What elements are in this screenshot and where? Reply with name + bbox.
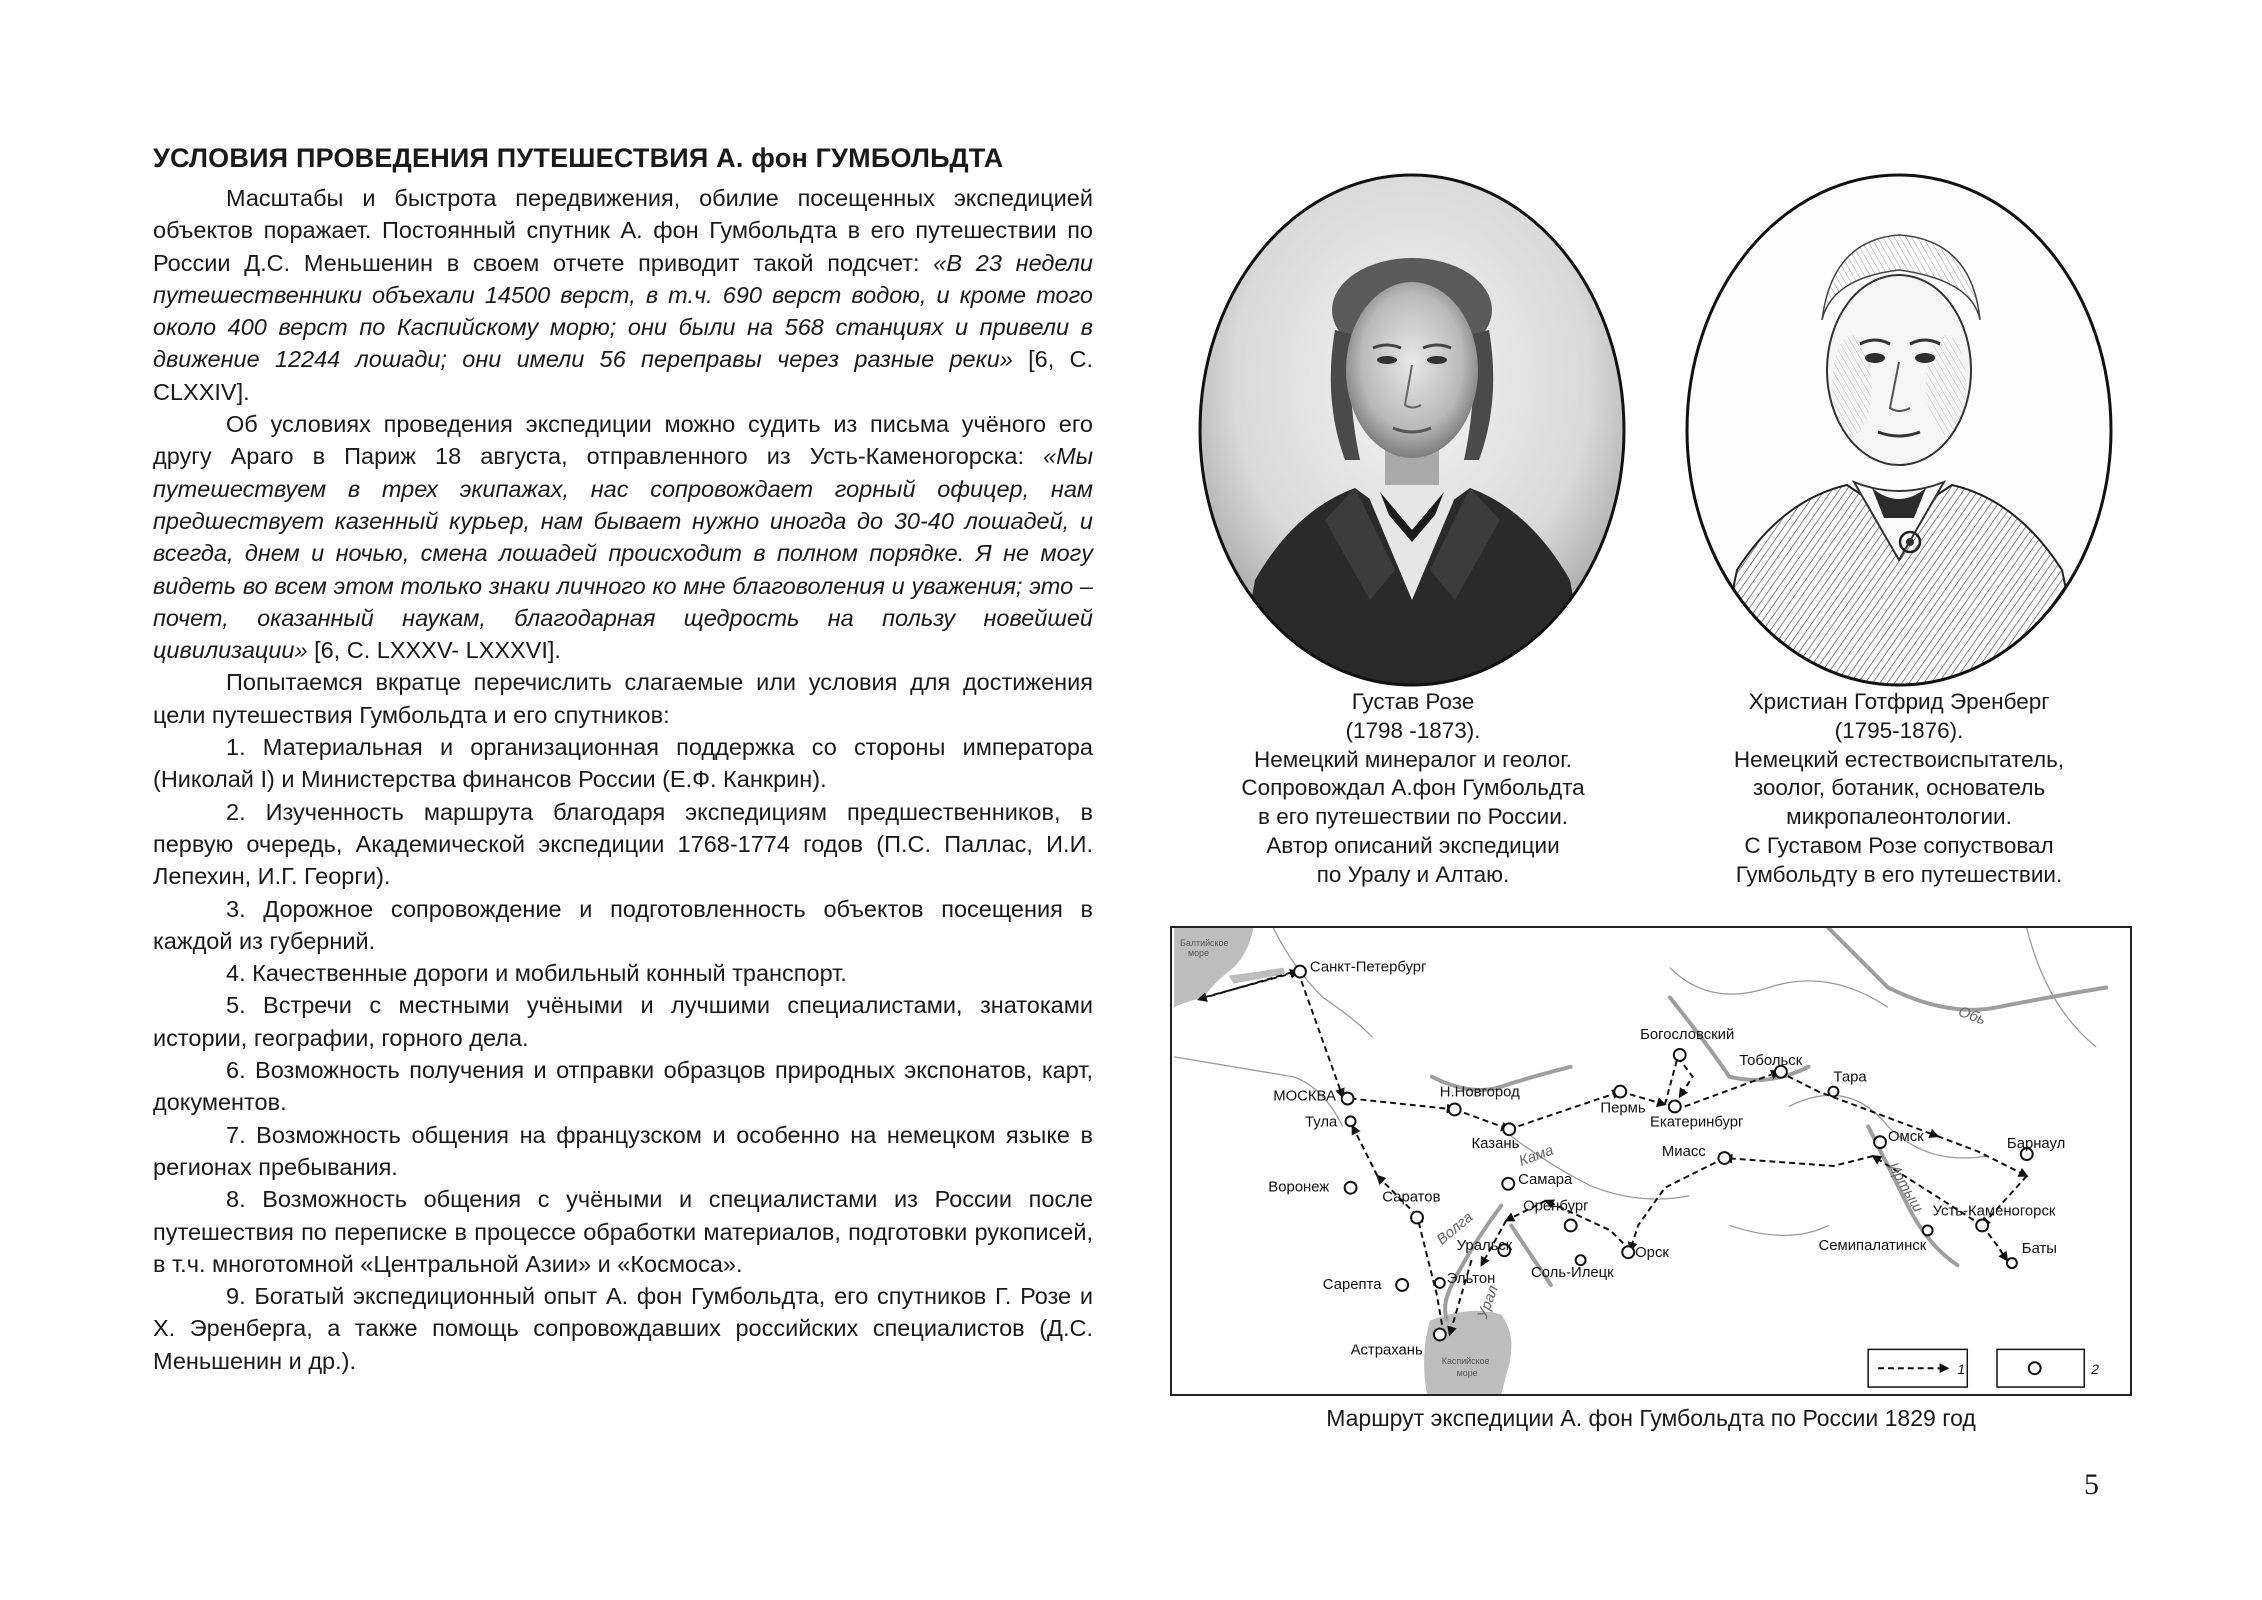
label-barnaul: Барнаул — [2006, 1136, 2066, 1153]
label-sarepta: Сарепта — [1322, 1276, 1382, 1293]
portrait-christian-ehrenberg — [1682, 170, 2117, 690]
list-item: 5. Встречи с местными учёными и лучшими специалистами, знатоками истории, географии, горного дела. — [153, 992, 1093, 1051]
map-legend — [1868, 1349, 2099, 1387]
city-samara — [1502, 1178, 1514, 1190]
page-title: УСЛОВИЯ ПРОВЕДЕНИЯ ПУТЕШЕСТВИЯ А. фон ГУМБОЛЬДТА — [153, 143, 1004, 173]
city-voronezh — [1345, 1182, 1357, 1194]
label-kazan: Казань — [1471, 1136, 1520, 1153]
city-saratov — [1411, 1212, 1423, 1224]
list-item: 1. Материальная и организационная поддержка со стороны императора (Николай I) и Министерства финансов России (Е.Ф. Канкрин). — [153, 734, 1093, 793]
city-semipalatinsk — [1923, 1225, 1933, 1235]
route-map — [1170, 926, 2132, 1396]
city-omsk — [1874, 1136, 1886, 1148]
label-saratov: Саратов — [1382, 1189, 1441, 1206]
label-uralsk: Уральск — [1456, 1238, 1513, 1255]
label-samara: Самара — [1518, 1171, 1573, 1188]
list-item: 8. Возможность общения с учёными и специалистами из России после путешествия по переписке в процессе обработки материалов, подготовки рукописей, в т.ч. многотомной «Центральной Азии» и «Космоса». — [153, 1186, 1093, 1277]
quote-humboldt-letter: «Мы путешествуем в трех экипажах, нас сопровождает горный офицер, нам предшествует казенный курьер, нам бывает нужно иногда до 30-40 лошадей, и всегда, днем и ночью, смена лошадей происходит в полном порядке. Я не могу видеть во всем этом только знаки личного ко мне благоволения и уважения; это – почет, оказанный наукам, благодарная щедрость на пользу новейшей цивилизации» — [153, 443, 1093, 664]
label-baty: Баты — [2021, 1241, 2058, 1258]
label-ust: Усть-Каменогорск — [1932, 1203, 2056, 1220]
label-tobolsk: Тобольск — [1739, 1052, 1803, 1069]
map-caption: Маршрут экспедиции А. фон Гумбольдта по России 1829 год — [1326, 1405, 1976, 1431]
city-solilets — [1576, 1255, 1586, 1265]
label-solilets: Соль-Илецк — [1531, 1265, 1614, 1282]
city-sarepta — [1396, 1279, 1408, 1291]
label-orsk: Орск — [1635, 1245, 1669, 1262]
paragraph-1: Масштабы и быстрота передвижения, обилие посещенных экспедицией объектов поражает. Постоянный спутник А. фон Гумбольдта в его путешествии по России Д.С. Меньшенин в своем отчете приводит такой подсчет: «В 23 недели путешественники объехали 14500 верст, в т.ч. 690 верст водою, и кроме того около 400 верст по Каспийскому морю; они были на 568 станциях и привели в движение 12244 лошади; они имели 56 переправы через разные реки» [6, С. CLXXIV]. — [153, 185, 1094, 405]
portrait-gustav-rose — [1195, 170, 1630, 690]
list-item: 4. Качественные дороги и мобильный конный транспорт. — [226, 960, 847, 987]
label-ekaterinburg: Екатеринбург — [1650, 1114, 1744, 1131]
city-ust — [1976, 1219, 1988, 1231]
label-voronezh: Воронеж — [1268, 1179, 1330, 1196]
city-astrakhan — [1434, 1329, 1446, 1341]
label-elton: Эльтон — [1446, 1270, 1496, 1287]
label-miass: Миасс — [1661, 1144, 1706, 1161]
label-orenburg: Оренбург — [1523, 1198, 1589, 1215]
paragraph-3: Попытаемся вкратце перечислить слагаемые или условия для достижения цели путешествия Гумбольдта и его спутников: — [153, 669, 1093, 728]
city-perm — [1614, 1086, 1626, 1098]
page-number: 5 — [2084, 1468, 2099, 1501]
label-nnovgorod: Н.Новгород — [1439, 1084, 1520, 1101]
label-moscow: МОСКВА — [1273, 1088, 1336, 1105]
city-spb — [1294, 966, 1306, 978]
label-perm: Пермь — [1600, 1100, 1646, 1117]
label-tara: Тара — [1833, 1069, 1867, 1086]
label-caspian-2: море — [1456, 1368, 1478, 1379]
list-item: 7. Возможность общения на французском и особенно на немецком языке в регионах пребывания. — [153, 1121, 1093, 1180]
caption-christian-ehrenberg: Христиан Готфрид Эренберг (1795-1876). Немецкий естествоиспытатель, зоолог, ботаник, основатель микропалеонтологии. С Густавом Розе сопуствовал Гумбольдту в его путешествии. — [1733, 689, 2065, 887]
city-tara — [1828, 1087, 1838, 1097]
city-orsk — [1622, 1246, 1634, 1258]
city-ekaterinburg — [1669, 1101, 1681, 1113]
city-tula — [1346, 1116, 1356, 1126]
label-ob: Обь — [1956, 1003, 1988, 1029]
main-text — [153, 182, 1093, 1377]
city-moscow — [1342, 1093, 1354, 1105]
label-baltic-1: Балтийское — [1180, 937, 1229, 948]
list-item: 3. Дорожное сопровождение и подготовленность объектов посещения в каждой из губерний. — [153, 895, 1093, 954]
label-ural: Урал — [1475, 1283, 1502, 1322]
quote-menshenin: «В 23 недели путешественники объехали 14500 верст, в т.ч. 690 верст водою, и кроме того около 400 верст по Каспийскому морю; они были на 568 станциях и привели в движение 12244 лошади; они имели 56 переправы через разные реки» — [153, 249, 1094, 373]
gulf-of-finland — [1229, 968, 1286, 984]
label-baltic-2: море — [1187, 947, 1209, 958]
label-spb: Санкт-Петербург — [1309, 959, 1427, 976]
city-nnovgorod — [1449, 1103, 1461, 1115]
label-omsk: Омск — [1887, 1129, 1924, 1146]
label-astrakhan: Астрахань — [1350, 1342, 1423, 1359]
label-tula: Тула — [1304, 1114, 1338, 1131]
label-volga: Волга — [1434, 1209, 1477, 1249]
label-kama: Кама — [1517, 1142, 1556, 1170]
city-kazan — [1503, 1123, 1515, 1135]
city-miass — [1718, 1152, 1730, 1164]
label-caspian-1: Каспийское — [1441, 1356, 1490, 1367]
label-semipalatinsk: Семипалатинск — [1818, 1238, 1927, 1255]
legend-route-number: 1 — [1957, 1361, 1966, 1378]
city-baty — [2007, 1258, 2017, 1268]
city-bogoslovsky — [1674, 1049, 1686, 1061]
city-elton — [1435, 1278, 1445, 1288]
list-item: 2. Изученность маршрута благодаря экспедициям предшественников, в первую очередь, Академической экспедиции 1768-1774 годов (П.С. Паллас, И.И. Лепехин, И.Г. Георги). — [153, 798, 1093, 890]
city-orenburg — [1565, 1219, 1577, 1231]
list-item: 9. Богатый экспедиционный опыт А. фон Гумбольдта, его спутников Г. Розе и Х. Эренберга, а также помощь сопровождавших российских специалистов (Д.С. Меньшенин и др.). — [153, 1283, 1093, 1374]
list-item: 6. Возможность получения и отправки образцов природных экспонатов, карт, документов. — [153, 1057, 1093, 1116]
legend-station-number: 2 — [2091, 1361, 2099, 1378]
label-bogoslovsky: Богословский — [1640, 1027, 1735, 1044]
paragraph-2: Об условиях проведения экспедиции можно судить из письма учёного его другу Араго в Париж 18 августа, отправленного из Усть-Каменогорска: «Мы путешествуем в трех экипажах, нас сопровождает горный офицер, нам предшествует казенный курьер, нам бывает нужно иногда до 30-40 лошадей, и всегда, днем и ночью, смена лошадей происходит в полном порядке. Я не могу видеть во всем этом только знаки личного ко мне благоволения и уважения; это – почет, оказанный наукам, благодарная щедрость на пользу новейшей цивилизации» [6, С. LXXXV- LXXXVI]. — [153, 411, 1093, 664]
caption-gustav-rose: Густав Розе (1798 -1873). Немецкий минералог и геолог. Сопровождал А.фон Гумбольдта в его путешествии по России. Автор описаний экспедиции по Уралу и Алтаю. — [1241, 689, 1585, 887]
caspian-sea — [1424, 1311, 1511, 1394]
label-irtysh: Иртыш — [1884, 1159, 1926, 1216]
